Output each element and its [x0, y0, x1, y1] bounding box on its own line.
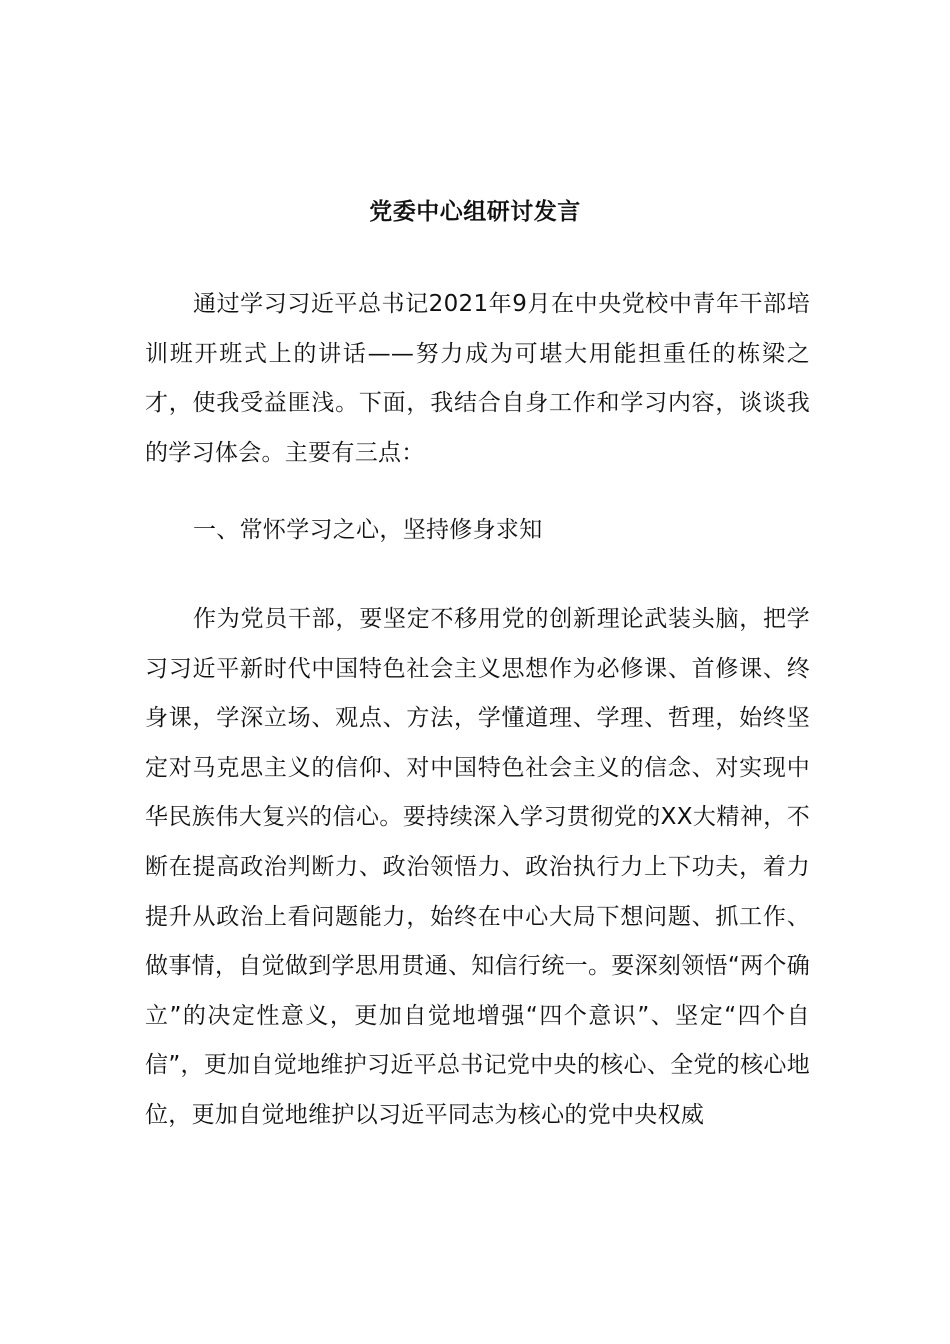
section-heading-1: 一、常怀学习之心，坚持修身求知	[193, 517, 543, 543]
paragraph-intro: 通过学习习近平总书记2021年9月在中央党校中青年干部培训班开班式上的讲话——努力成为可堪大用能担重任的栋梁之才，使我受益匪浅。下面，我结合自身工作和学习内容，谈谈我的学习体会。主要有三点：	[145, 291, 810, 466]
paragraph-section-1-body: 作为党员干部，要坚定不移用党的创新理论武装头脑，把学习习近平新时代中国特色社会主义思想作为必修课、首修课、终身课，学深立场、观点、方法，学懂道理、学理、哲理，始终坚定对马克思主义的信仰、对中国特色社会主义的信念、对实现中华民族伟大复兴的信心。要持续深入学习贯彻党的XX大精神，不断在提高政治判断力、政治领悟力、政治执行力上下功夫，着力提升从政治上看问题能力，始终在中心大局下想问题、抓工作、做事情，自觉做到学思用贯通、知信行统一。要深刻领悟“两个确立”的决定性意义，更加自觉地增强“四个意识”、坚定“四个自信”，更加自觉地维护习近平总书记党中央的核心、全党的核心地位，更加自觉地维护以习近平同志为核心的党中央权威	[145, 606, 810, 1128]
document-title: 党委中心组研讨发言	[369, 199, 581, 225]
